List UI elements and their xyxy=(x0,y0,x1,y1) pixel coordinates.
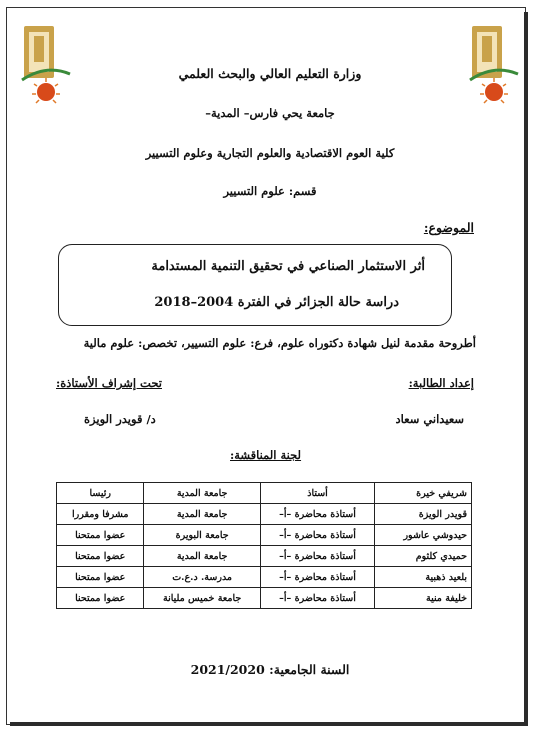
table-row xyxy=(57,567,472,588)
thesis-statement: أطروحة مقدمة لنيل شهادة دكتوراه علوم، فرع: علوم التسيير، تخصص: علوم مالية xyxy=(83,336,476,350)
ministry-name: وزارة التعليم العالي والبحث العلمي xyxy=(178,66,362,81)
subject-label: الموضوع: xyxy=(423,220,474,235)
table-row xyxy=(57,546,472,567)
committee-member-institution: جامعة المدية xyxy=(144,504,260,525)
committee-member-institution: جامعة المدية xyxy=(144,483,260,504)
page-shadow-bottom xyxy=(10,722,526,726)
university-name: جامعة يحي فارس– المدية– xyxy=(205,106,335,120)
committee-member-name: حيدوشي عاشور xyxy=(375,525,472,546)
supervisor-name: د/ قويدر الويزة xyxy=(84,412,156,426)
committee-member-role: مشرفا ومقررا xyxy=(57,504,144,525)
thesis-title-box xyxy=(58,244,452,326)
committee-member-role: عضوا ممتحنا xyxy=(57,567,144,588)
committee-member-role: عضوا ممتحنا xyxy=(57,525,144,546)
committee-member-rank: أستاذة محاضرة –أ– xyxy=(260,567,374,588)
committee-member-name: بلعيد ذهبية xyxy=(375,567,472,588)
committee-member-name: قويدر الويزة xyxy=(375,504,472,525)
committee-member-institution: مدرسة. د.ع.ت xyxy=(144,567,260,588)
supervised-by-label: تحت إشراف الأستاذة: xyxy=(56,376,162,390)
student-name: سعيداني سعاد xyxy=(395,412,464,426)
committee-member-name: شريفي خيرة xyxy=(375,483,472,504)
committee-member-rank: أستاذ xyxy=(260,483,374,504)
committee-table xyxy=(56,482,472,609)
committee-member-role: عضوا ممتحنا xyxy=(57,546,144,567)
committee-label: لجنة المناقشة: xyxy=(230,448,302,462)
academic-year: السنة الجامعية: 2021/2020 xyxy=(190,662,350,677)
university-logo-right xyxy=(468,24,520,106)
committee-member-rank: أستاذة محاضرة –أ– xyxy=(260,525,374,546)
faculty-name: كلية العوم الاقتصادية والعلوم التجارية وعلوم التسيير xyxy=(145,146,395,160)
table-row xyxy=(57,588,472,609)
committee-member-role: عضوا ممتحنا xyxy=(57,588,144,609)
prepared-by-label: إعداد الطالبة: xyxy=(408,376,474,390)
committee-member-name: حميدي كلثوم xyxy=(375,546,472,567)
committee-member-institution: جامعة المدية xyxy=(144,546,260,567)
table-row xyxy=(57,525,472,546)
committee-member-institution: جامعة البويرة xyxy=(144,525,260,546)
committee-member-role: رئيسا xyxy=(57,483,144,504)
committee-member-institution: جامعة خميس مليانة xyxy=(144,588,260,609)
committee-member-name: خليفة منية xyxy=(375,588,472,609)
table-row xyxy=(57,483,472,504)
thesis-case-study: دراسة حالة الجزائر في الفترة 2004–2018 xyxy=(154,295,399,310)
thesis-title: أثر الاستثمار الصناعي في تحقيق التنمية المستدامة xyxy=(151,259,425,274)
committee-member-rank: أستاذة محاضرة –أ– xyxy=(260,546,374,567)
committee-member-rank: أستاذة محاضرة –أ– xyxy=(260,504,374,525)
table-row xyxy=(57,504,472,525)
committee-member-rank: أستاذة محاضرة –أ– xyxy=(260,588,374,609)
university-logo-left xyxy=(20,24,72,106)
department-name: قسم: علوم التسيير xyxy=(223,184,317,198)
